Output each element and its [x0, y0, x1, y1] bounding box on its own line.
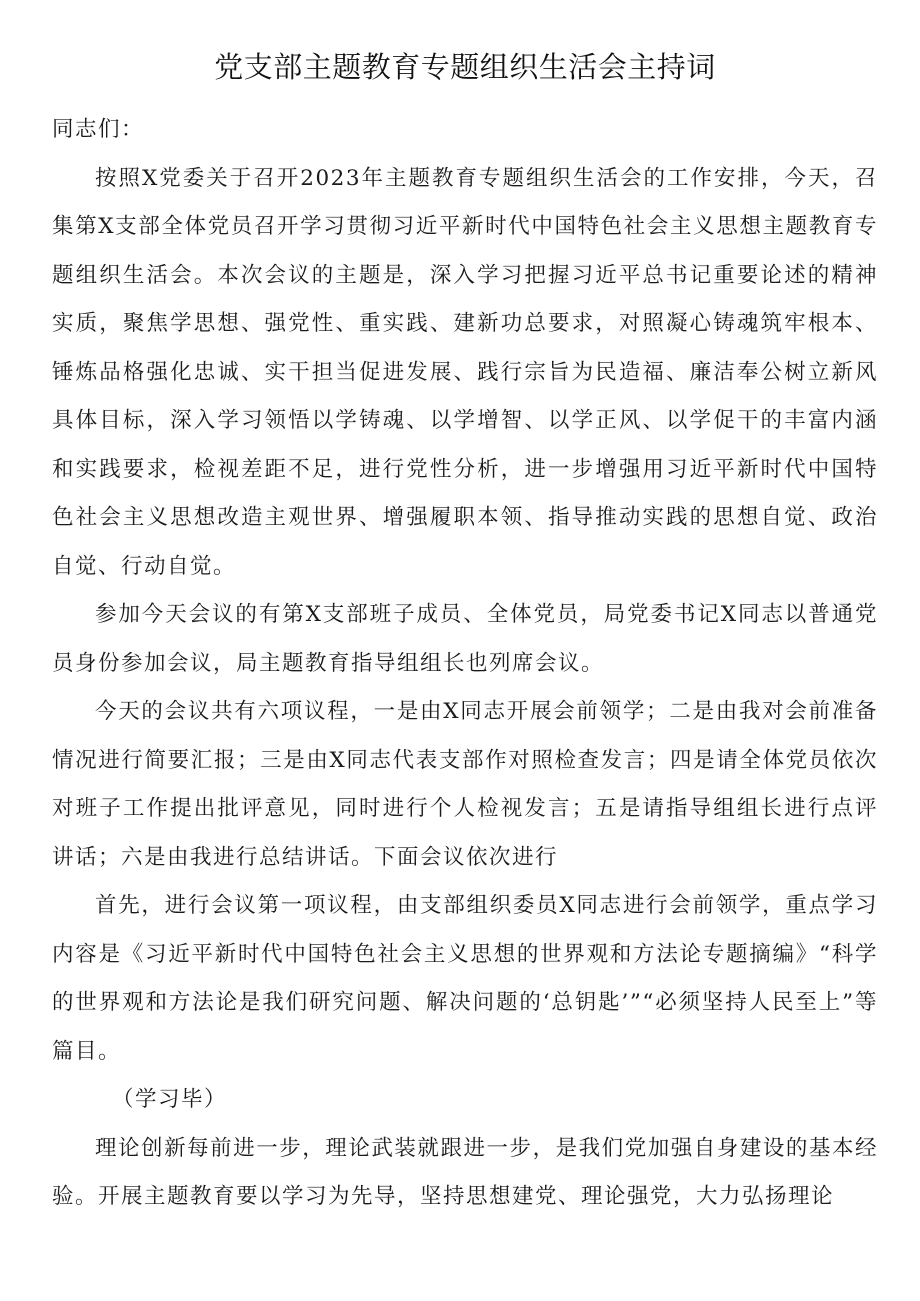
paragraph-agenda: 今天的会议共有六项议程，一是由X同志开展会前领学；二是由我对会前准备情况进行简要汇报；三是由X同志代表支部作对照检查发言；四是请全体党员依次对班子工作提出批评意见，同时进行个人检视发言；五是请指导组组长进行点评讲话；六是由我进行总结讲话。下面会议依次进行 — [52, 699, 878, 870]
document-page — [52, 40, 878, 1222]
paragraph-theory: 理论创新每前进一步，理论武装就跟进一步，是我们党加强自身建设的基本经验。开展主题教育要以学习为先导，坚持思想建党、理论强党，大力弘扬理论 — [52, 1135, 878, 1209]
paragraph-first-item: 首先，进行会议第一项议程，由支部组织委员X同志进行会前领学，重点学习内容是《习近平新时代中国特色社会主义思想的世界观和方法论专题摘编》“科学的世界观和方法论是我们研究问题、解决问题的‘总钥匙’”“必须坚持人民至上”等篇目。 — [52, 893, 878, 1064]
paragraph-meeting-purpose: 按照X党委关于召开2023年主题教育专题组织生活会的工作安排，今天，召集第X支部全体党员召开学习贯彻习近平新时代中国特色社会主义思想主题教育专题组织生活会。本次会议的主题是，深入学习把握习近平总书记重要论述的精神实质，聚焦学思想、强党性、重实践、建新功总要求，对照凝心铸魂筑牢根本、锤炼品格强化忠诚、实干担当促进发展、践行宗旨为民造福、廉洁奉公树立新风具体目标，深入学习领悟以学铸魂、以学增智、以学正风、以学促干的丰富内涵和实践要求，检视差距不足，进行党性分析，进一步增强用习近平新时代中国特色社会主义思想改造主观世界、增强履职本领、指导推动实践的思想自觉、政治自觉、行动自觉。 — [52, 165, 878, 579]
document-title: 党支部主题教育专题组织生活会主持词 — [214, 50, 716, 84]
study-complete-note: （学习毕） — [112, 1087, 228, 1112]
salutation: 同志们： — [52, 117, 145, 142]
paragraph-attendees: 参加今天会议的有第X支部班子成员、全体党员，局党委书记X同志以普通党员身份参加会议，局主题教育指导组组长也列席会议。 — [52, 602, 878, 676]
